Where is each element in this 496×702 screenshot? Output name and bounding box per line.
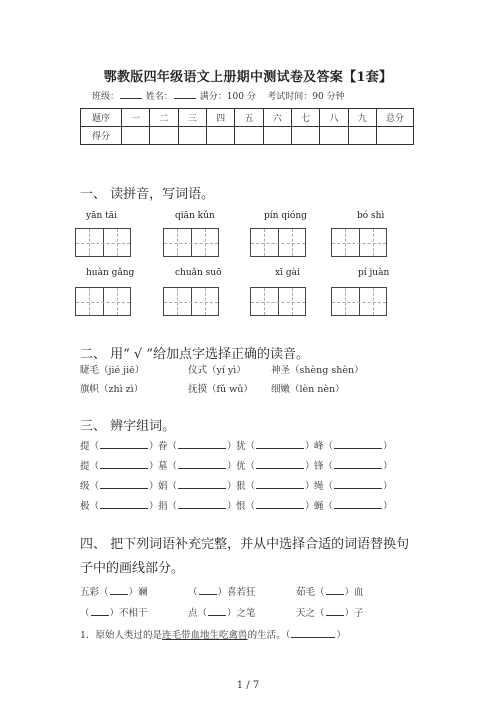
left-paren: （ <box>167 461 178 472</box>
word-blank[interactable] <box>100 499 148 509</box>
right-paren: ） <box>227 461 237 472</box>
pinyin: bó shì <box>357 211 385 221</box>
right-paren: ） <box>383 481 393 492</box>
word-blank[interactable] <box>256 459 304 469</box>
score-cell[interactable] <box>377 127 414 145</box>
score-cell[interactable] <box>263 127 291 145</box>
idiom-blank[interactable] <box>110 585 128 595</box>
base-character: 恨 <box>236 501 246 512</box>
writing-grid[interactable] <box>163 287 219 316</box>
writing-grid[interactable] <box>250 287 306 316</box>
score-row-label: 得分 <box>81 127 122 145</box>
base-character: 眷 <box>158 441 168 452</box>
base-character: 提 <box>80 461 90 472</box>
score-header-cell: 四 <box>206 109 234 127</box>
right-paren: ） <box>383 501 393 512</box>
base-character: 绳 <box>314 481 324 492</box>
idiom-blank[interactable] <box>208 606 226 616</box>
left-paren: （ <box>89 481 100 492</box>
left-paren: （ <box>323 441 334 452</box>
writing-grid[interactable] <box>75 228 131 257</box>
right-paren: ） <box>227 501 237 512</box>
idiom-item: 天之（ ）子 <box>296 608 364 619</box>
word-group-item <box>236 458 315 472</box>
right-paren: ） <box>305 461 315 472</box>
score-header-cell: 一 <box>122 109 150 127</box>
left-paren: （ <box>323 481 334 492</box>
left-paren: （ <box>167 441 178 452</box>
pinyin: qiān kǔn <box>175 211 215 221</box>
right-paren: ） <box>383 461 393 472</box>
score-header-cell: 九 <box>348 109 376 127</box>
word-blank[interactable] <box>334 459 382 469</box>
left-paren: （ <box>89 441 100 452</box>
word-group-item <box>158 458 237 472</box>
writing-grid[interactable] <box>250 228 306 257</box>
base-character: 极 <box>80 501 90 512</box>
sentence-item: 1．原始人类过的是连毛带血地生吃禽兽的生活。（ ） <box>80 630 346 641</box>
exam-info <box>92 89 345 102</box>
right-paren: ） <box>149 461 159 472</box>
pronunciation-item[interactable]: 神圣（shèng shèn） <box>271 365 364 376</box>
word-blank[interactable] <box>178 499 226 509</box>
idiom-item: 茹毛（ ）血 <box>296 587 364 598</box>
right-paren: ） <box>383 441 393 452</box>
class-blank[interactable] <box>120 89 142 99</box>
idiom-item: 五彩（ ）斓 <box>80 587 148 598</box>
left-paren: （ <box>89 501 100 512</box>
right-paren: ） <box>149 441 159 452</box>
word-blank[interactable] <box>334 479 382 489</box>
word-group-item <box>80 478 159 492</box>
word-group-item <box>314 498 393 512</box>
pinyin: pí juàn <box>358 268 390 278</box>
name-blank[interactable] <box>174 89 196 99</box>
section4-heading-line1: 四、 把下列词语补充完整，并从中选择合适的词语替换句 <box>80 537 410 552</box>
word-group-item <box>80 438 159 452</box>
pronunciation-item[interactable]: 旗帜（zhì zì） <box>80 384 144 395</box>
idiom-blank[interactable] <box>326 606 344 616</box>
word-blank[interactable] <box>100 479 148 489</box>
left-paren: （ <box>323 461 334 472</box>
score-header-cell: 二 <box>150 109 178 127</box>
pinyin: yān tāi <box>86 211 117 221</box>
writing-grid[interactable] <box>331 228 387 257</box>
score-header-cell: 八 <box>320 109 348 127</box>
idiom-item: 点（ ）之笔 <box>188 608 256 619</box>
word-group-item <box>158 438 237 452</box>
word-group-item <box>314 478 393 492</box>
score-header-cell: 六 <box>263 109 291 127</box>
word-group-item <box>158 498 237 512</box>
base-character: 锋 <box>314 461 324 472</box>
underlined-phrase: 连毛带血地生吃禽兽 <box>162 630 248 641</box>
right-paren: ） <box>149 501 159 512</box>
left-paren: （ <box>245 481 256 492</box>
word-group-item <box>236 478 315 492</box>
score-cell[interactable] <box>235 127 263 145</box>
score-cell[interactable] <box>178 127 206 145</box>
writing-grid[interactable] <box>331 287 387 316</box>
word-blank[interactable] <box>178 439 226 449</box>
exam-time: 考试时间：90 分钟 <box>267 92 345 102</box>
class-label: 班级： <box>92 92 120 102</box>
base-character: 墓 <box>158 461 168 472</box>
pinyin: huàn gǎng <box>86 268 135 278</box>
full-score: 满分：100 分 <box>199 92 256 102</box>
score-cell[interactable] <box>206 127 234 145</box>
word-blank[interactable] <box>178 459 226 469</box>
section4-heading-line2: 子中的画线部分。 <box>80 561 185 576</box>
idiom-item: （ ）不相干 <box>80 608 148 619</box>
word-blank[interactable] <box>256 499 304 509</box>
score-header-cell: 题序 <box>81 109 122 127</box>
writing-grid[interactable] <box>75 287 131 316</box>
right-paren: ） <box>149 481 159 492</box>
base-character: 提 <box>80 441 90 452</box>
right-paren: ） <box>305 481 315 492</box>
word-blank[interactable] <box>100 459 148 469</box>
right-paren: ） <box>305 441 315 452</box>
word-blank[interactable] <box>334 439 382 449</box>
word-group-item <box>80 498 159 512</box>
score-row <box>81 127 414 145</box>
pronunciation-item[interactable]: 抚摸（fǔ wǔ） <box>188 384 253 395</box>
right-paren: ） <box>227 441 237 452</box>
base-character: 娟 <box>158 481 168 492</box>
score-cell[interactable] <box>122 127 150 145</box>
word-group-item <box>314 438 393 452</box>
word-group-item <box>80 458 159 472</box>
word-blank[interactable] <box>256 439 304 449</box>
left-paren: （ <box>167 501 178 512</box>
left-paren: （ <box>245 441 256 452</box>
word-blank[interactable] <box>334 499 382 509</box>
word-blank[interactable] <box>178 479 226 489</box>
writing-grid[interactable] <box>163 228 219 257</box>
score-table <box>80 108 414 145</box>
page-number: 1 / 7 <box>236 680 260 691</box>
idiom-blank[interactable] <box>91 606 109 616</box>
idiom-blank[interactable] <box>199 585 217 595</box>
name-label: 姓名： <box>145 92 173 102</box>
score-cell[interactable] <box>150 127 178 145</box>
word-group-item <box>236 438 315 452</box>
word-group-item <box>314 458 393 472</box>
base-character: 峰 <box>314 441 324 452</box>
idiom-blank[interactable] <box>326 585 344 595</box>
score-header-cell: 五 <box>235 109 263 127</box>
word-group-item <box>236 498 315 512</box>
score-cell[interactable] <box>348 127 376 145</box>
answer-blank[interactable] <box>291 628 335 638</box>
left-paren: （ <box>245 461 256 472</box>
pinyin: chuǎn suō <box>175 268 222 278</box>
pinyin: pín qióng <box>264 211 307 221</box>
section1-heading: 一、 读拼音，写词语。 <box>80 187 215 202</box>
section2-heading: 二、 用“ √ ”给加点字选择正确的读音。 <box>80 347 309 362</box>
section3-heading: 三、 辨字组词。 <box>80 419 176 434</box>
page-title: 鄂教版四年级语文上册期中测试卷及答案【1套】 <box>103 70 393 85</box>
right-paren: ） <box>227 481 237 492</box>
left-paren: （ <box>89 461 100 472</box>
score-cell[interactable] <box>291 127 319 145</box>
base-character: 狠 <box>236 481 246 492</box>
pinyin: xī gài <box>275 268 300 278</box>
pronunciation-item[interactable]: 睫毛（jié jiē） <box>80 365 145 376</box>
base-character: 蝇 <box>314 501 324 512</box>
left-paren: （ <box>245 501 256 512</box>
base-character: 优 <box>236 461 246 472</box>
left-paren: （ <box>323 501 334 512</box>
score-header-cell: 七 <box>291 109 319 127</box>
word-group-item <box>158 478 237 492</box>
pronunciation-item[interactable]: 仪式（yí yì） <box>188 365 246 376</box>
score-cell[interactable] <box>320 127 348 145</box>
score-header-cell: 总分 <box>377 109 414 127</box>
word-blank[interactable] <box>100 439 148 449</box>
pronunciation-item[interactable]: 细嫩（lèn nèn） <box>271 384 345 395</box>
base-character: 犹 <box>236 441 246 452</box>
base-character: 捐 <box>158 501 168 512</box>
left-paren: （ <box>167 481 178 492</box>
idiom-item: （ ）喜若狂 <box>188 587 256 598</box>
base-character: 级 <box>80 481 90 492</box>
score-header-row <box>81 109 414 127</box>
score-header-cell: 三 <box>178 109 206 127</box>
word-blank[interactable] <box>256 479 304 489</box>
right-paren: ） <box>305 501 315 512</box>
